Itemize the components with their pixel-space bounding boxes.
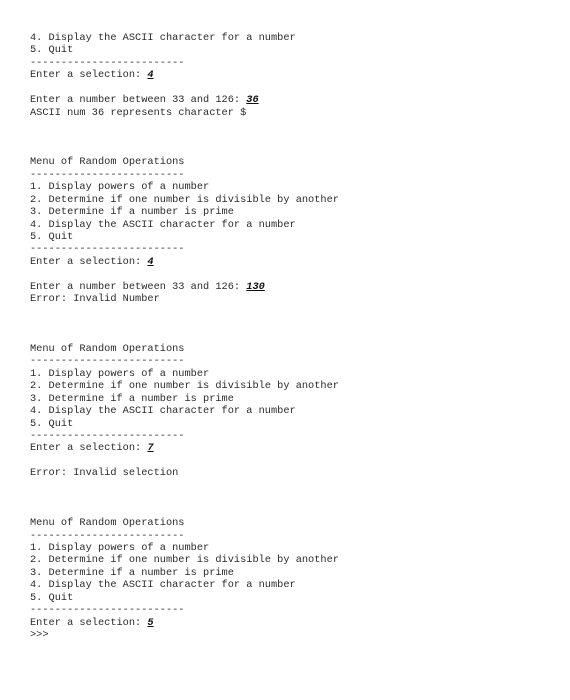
blank-line bbox=[30, 268, 560, 280]
line-text: Enter a selection: bbox=[30, 255, 148, 268]
blank-line bbox=[30, 82, 560, 94]
output-line bbox=[30, 343, 560, 355]
line-text: Enter a number between 33 and 126: bbox=[30, 94, 247, 107]
line-text: 1. Display powers of a number bbox=[30, 181, 210, 194]
line-text: ------------------------- bbox=[30, 529, 185, 542]
line-text: ------------------------- bbox=[30, 604, 185, 617]
output-line bbox=[30, 418, 560, 430]
line-text: 1. Display powers of a number bbox=[30, 367, 210, 380]
output-line bbox=[30, 542, 560, 554]
user-input-value: 4 bbox=[147, 69, 154, 82]
output-line bbox=[30, 181, 560, 193]
line-text: 2. Determine if one number is divisible by another bbox=[30, 193, 339, 206]
output-line bbox=[30, 629, 560, 641]
line-text: >>> bbox=[30, 629, 49, 641]
output-line bbox=[30, 206, 560, 218]
line-text: 4. Display the ASCII character for a number bbox=[30, 579, 296, 592]
output-line bbox=[30, 405, 560, 417]
user-input-value: 5 bbox=[147, 616, 154, 629]
output-line bbox=[30, 393, 560, 405]
output-line bbox=[30, 243, 560, 255]
line-text: ------------------------- bbox=[30, 430, 185, 442]
line-text: Error: Invalid selection bbox=[30, 467, 179, 480]
line-text: 3. Determine if a number is prime bbox=[30, 392, 234, 405]
line-text: ------------------------- bbox=[30, 243, 185, 256]
line-text: 3. Determine if a number is prime bbox=[30, 566, 234, 579]
line-text: ------------------------- bbox=[30, 168, 185, 181]
line-text: Menu of Random Operations bbox=[30, 156, 185, 169]
prompt-line bbox=[30, 442, 560, 454]
blank-line bbox=[30, 119, 560, 131]
user-input-value: 130 bbox=[246, 280, 265, 293]
output-line bbox=[30, 44, 560, 56]
blank-line bbox=[30, 318, 560, 330]
output-line bbox=[30, 567, 560, 579]
line-text: 4. Display the ASCII character for a number bbox=[30, 32, 296, 44]
output-line bbox=[30, 57, 560, 69]
line-text: 3. Determine if a number is prime bbox=[30, 206, 234, 219]
line-text: ------------------------- bbox=[30, 56, 185, 69]
line-text: 5. Quit bbox=[30, 44, 74, 57]
output-line bbox=[30, 554, 560, 566]
blank-line bbox=[30, 144, 560, 156]
blank-line bbox=[30, 331, 560, 343]
output-line bbox=[30, 169, 560, 181]
line-text: 4. Display the ASCII character for a number bbox=[30, 405, 296, 418]
output-line bbox=[30, 517, 560, 529]
output-line bbox=[30, 592, 560, 604]
prompt-line bbox=[30, 94, 560, 106]
output-line bbox=[30, 293, 560, 305]
prompt-line bbox=[30, 281, 560, 293]
line-text: 5. Quit bbox=[30, 231, 74, 243]
line-text: 5. Quit bbox=[30, 417, 74, 430]
line-text: Enter a selection: bbox=[30, 616, 148, 629]
line-text: Error: Invalid Number bbox=[30, 293, 160, 306]
output-line bbox=[30, 156, 560, 168]
console-output bbox=[30, 32, 560, 641]
output-line bbox=[30, 107, 560, 119]
output-line bbox=[30, 430, 560, 442]
line-text: Enter a selection: bbox=[30, 442, 148, 455]
output-line bbox=[30, 579, 560, 591]
prompt-line bbox=[30, 256, 560, 268]
prompt-line bbox=[30, 69, 560, 81]
line-text: 4. Display the ASCII character for a number bbox=[30, 218, 296, 231]
line-text: 2. Determine if one number is divisible by another bbox=[30, 554, 339, 567]
line-text: 1. Display powers of a number bbox=[30, 541, 210, 554]
output-line bbox=[30, 467, 560, 479]
output-line bbox=[30, 231, 560, 243]
line-text: Menu of Random Operations bbox=[30, 342, 185, 355]
line-text: Menu of Random Operations bbox=[30, 517, 185, 530]
blank-line bbox=[30, 306, 560, 318]
output-line bbox=[30, 604, 560, 616]
user-input-value: 7 bbox=[147, 442, 154, 455]
output-line bbox=[30, 530, 560, 542]
output-line bbox=[30, 355, 560, 367]
prompt-line bbox=[30, 617, 560, 629]
blank-line bbox=[30, 505, 560, 517]
blank-line bbox=[30, 455, 560, 467]
line-text: Enter a number between 33 and 126: bbox=[30, 280, 247, 293]
blank-line bbox=[30, 132, 560, 144]
line-text: ASCII num 36 represents character $ bbox=[30, 106, 247, 119]
line-text: Enter a selection: bbox=[30, 69, 148, 82]
output-line bbox=[30, 194, 560, 206]
output-line bbox=[30, 380, 560, 392]
line-text: 2. Determine if one number is divisible by another bbox=[30, 380, 339, 393]
blank-line bbox=[30, 480, 560, 492]
output-line bbox=[30, 32, 560, 44]
output-line bbox=[30, 219, 560, 231]
blank-line bbox=[30, 492, 560, 504]
user-input-value: 36 bbox=[246, 94, 259, 107]
line-text: ------------------------- bbox=[30, 355, 185, 368]
output-line bbox=[30, 368, 560, 380]
user-input-value: 4 bbox=[147, 255, 154, 268]
line-text: 5. Quit bbox=[30, 591, 74, 604]
